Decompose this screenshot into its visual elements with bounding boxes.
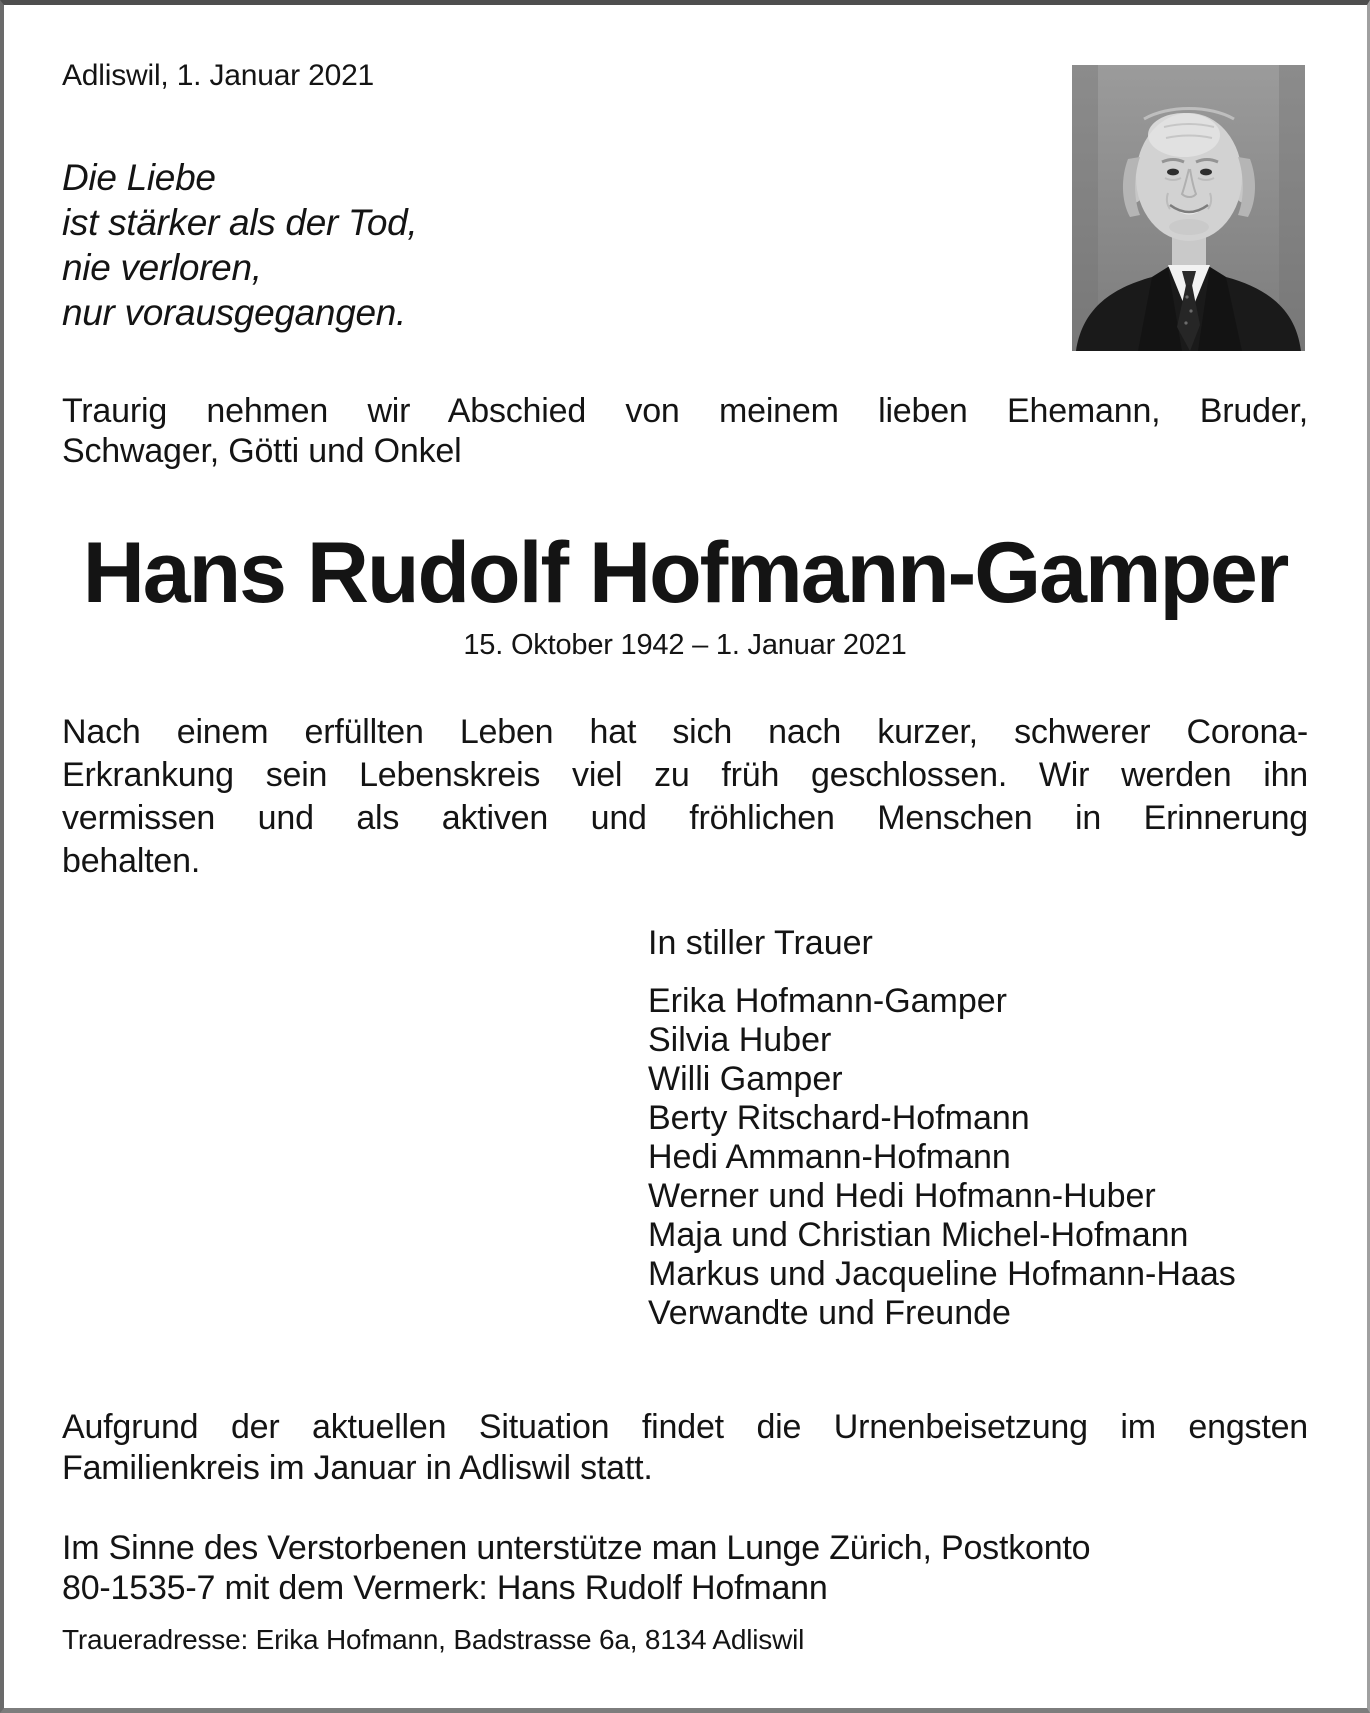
obituary-line: behalten.: [62, 842, 201, 880]
location-date: Adliswil, 1. Januar 2021: [62, 59, 375, 92]
intro-paragraph: [62, 391, 1308, 471]
intro-line: Traurig nehmen wir Abschied von meinem lieben Ehemann, Bruder,: [62, 392, 1308, 430]
mourner-name: Willi Gamper: [648, 1060, 843, 1098]
mourners-list: [648, 982, 1308, 1333]
obituary-paragraph: [62, 711, 1308, 883]
portrait-photo-illustration: [1072, 65, 1305, 351]
mourning-heading: In stiller Trauer: [648, 924, 873, 962]
funeral-info-line: Aufgrund der aktuellen Situation findet die Urnenbeisetzung im engsten: [62, 1408, 1308, 1446]
verse-line: ist stärker als der Tod,: [62, 202, 418, 243]
donation-line: 80-1535-7 mit dem Vermerk: Hans Rudolf Hofmann: [62, 1569, 828, 1607]
obituary-line: Nach einem erfüllten Leben hat sich nach kurzer, schwerer Corona-: [62, 713, 1308, 751]
funeral-info-line: Familienkreis im Januar in Adliswil statt.: [62, 1449, 653, 1487]
donation-line: Im Sinne des Verstorbenen unterstütze man Lunge Zürich, Postkonto: [62, 1529, 1091, 1567]
mourning-address: Traueradresse: Erika Hofmann, Badstrasse 6a, 8134 Adliswil: [62, 1624, 805, 1655]
life-dates: 15. Oktober 1942 – 1. Januar 2021: [463, 629, 907, 661]
mourner-name: Erika Hofmann-Gamper: [648, 982, 1008, 1020]
mourner-name: Werner und Hedi Hofmann-Huber: [648, 1177, 1156, 1215]
mourner-name: Hedi Ammann-Hofmann: [648, 1138, 1011, 1176]
verse-line: nur vorausgegangen.: [62, 292, 407, 333]
mourner-name: Verwandte und Freunde: [648, 1294, 1011, 1332]
funeral-info-paragraph: [62, 1407, 1308, 1489]
mourner-name: Silvia Huber: [648, 1021, 832, 1059]
mourner-name: Berty Ritschard-Hofmann: [648, 1099, 1030, 1137]
donation-paragraph: [62, 1528, 1308, 1608]
verse-line: nie verloren,: [62, 247, 262, 288]
mourner-name: Maja und Christian Michel-Hofmann: [648, 1216, 1189, 1254]
verse-line: Die Liebe: [62, 157, 216, 198]
mourner-name: Markus und Jacqueline Hofmann-Haas: [648, 1255, 1236, 1293]
deceased-name: Hans Rudolf Hofmann-Gamper: [82, 525, 1288, 621]
intro-line: Schwager, Götti und Onkel: [62, 432, 462, 470]
obituary-line: Erkrankung sein Lebenskreis viel zu früh geschlossen. Wir werden ihn: [62, 756, 1308, 794]
obituary-line: vermissen und als aktiven und fröhlichen Menschen in Erinnerung: [62, 799, 1308, 837]
portrait-photo: [1072, 65, 1305, 351]
